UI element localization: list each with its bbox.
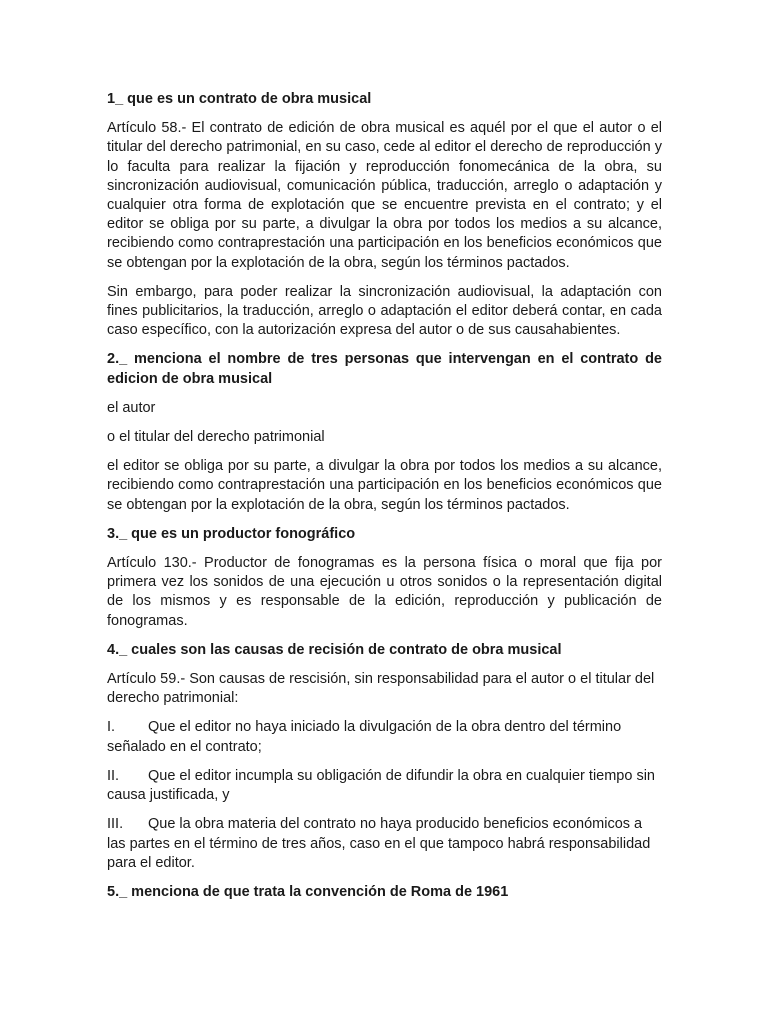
list-item-number: I. (107, 719, 116, 736)
question-1-paragraph-2: Sin embargo, para poder realizar la sincronización audiovisual, la adaptación con fines publicitarios, la traducción, arreglo o adaptación el editor deberá contar, en cada caso específico, con la autorización expresa del autor o de sus causahabientes. (107, 283, 662, 339)
list-item (107, 815, 662, 873)
list-item-number: III. (107, 816, 124, 833)
list-item-text: Que el editor incumpla su obligación de difundir la obra en cualquier tiempo sin causa justificada, y (107, 767, 655, 804)
list-item (107, 767, 662, 805)
question-1-article-58: Artículo 58.- El contrato de edición de obra musical es aquél por el que el autor o el titular del derecho patrimonial, en su caso, cede al editor el derecho de reproducción y lo faculta para realizar la fijación y reproducción fonomecánica de la obra, su sincronización audiovisual, comunicación pública, traducción, arreglo o adaptación y cualquier otra forma de explotación que se encuentre prevista en el contrato; y el editor se obliga por su parte, a divulgar la obra por todos los medios a su alcance, recibiendo como contraprestación una participación en los beneficios económicos que se obtengan por la explotación de la obra, según los términos pactados. (107, 120, 662, 271)
question-5-heading: 5._ menciona de que trata la convención de Roma de 1961 (107, 883, 509, 900)
question-2-heading: 2._ menciona el nombre de tres personas que intervengan en el contrato de edicion de obra musical (107, 351, 662, 387)
question-2-answer-1: el autor (107, 399, 156, 416)
question-1-heading: 1_ que es un contrato de obra musical (107, 91, 372, 107)
question-4-article-59: Artículo 59.- Son causas de rescisión, sin responsabilidad para el autor o el titular del derecho patrimonial: (107, 671, 655, 707)
question-2-answer-3: el editor se obliga por su parte, a divulgar la obra por todos los medios a su alcance, recibiendo como contraprestación una participación en los beneficios económicos que se obtengan por la explotación de la obra, según los términos pactados. (107, 458, 662, 513)
list-item-number: II. (107, 767, 120, 784)
list-item-text: Que el editor no haya iniciado la divulgación de la obra dentro del término señalado en el contrato; (107, 719, 622, 755)
list-item-text: Que la obra materia del contrato no haya producido beneficios económicos a las partes en el término de tres años, caso en el que tampoco habrá responsabilidad para el editor. (107, 816, 651, 871)
question-3-heading: 3._ que es un productor fonográfico (107, 525, 356, 542)
question-3-article-130: Artículo 130.- Productor de fonogramas es la persona física o moral que fija por primera vez los sonidos de una ejecución u otros sonidos o la representación digital de los mismos y es responsable de la edición, reproducción y publicación de fonogramas. (107, 555, 662, 629)
document-page (107, 90, 662, 912)
question-4-heading: 4._ cuales son las causas de recisión de contrato de obra musical (107, 641, 562, 658)
question-2-answer-2: o el titular del derecho patrimonial (107, 429, 325, 446)
list-item (107, 718, 662, 756)
